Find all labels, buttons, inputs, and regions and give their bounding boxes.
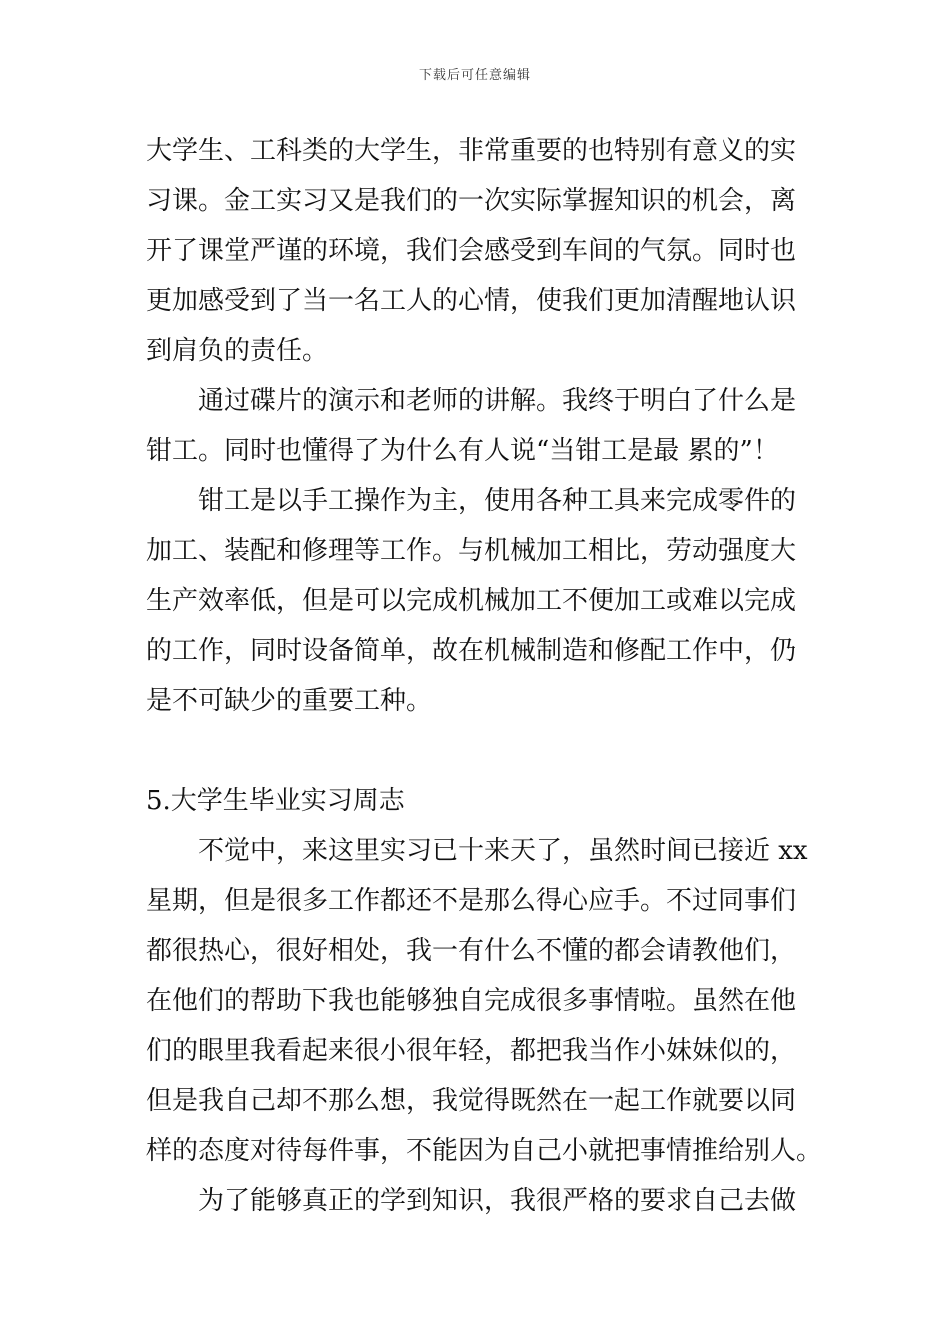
text-line: 但是我自己却不那么想，我觉得既然在一起工作就要以同 [146, 1086, 797, 1116]
text-line: 到肩负的责任。 [146, 336, 329, 366]
text-line: 习课。金工实习又是我们的一次实际掌握知识的机会，离 [146, 186, 797, 216]
text-line: 星期，但是很多工作都还不是那么得心应手。不过同事们 [146, 886, 797, 916]
text-line: 开了课堂严谨的环境，我们会感受到车间的气氛。同时也 [146, 236, 797, 266]
text-line: 们的眼里我看起来很小很年轻，都把我当作小妹妹似的， [146, 1036, 797, 1066]
paragraph-first-line: 不觉中，来这里实习已十来天了，虽然时间已接近 xx [198, 836, 808, 866]
text-line: 在他们的帮助下我也能够独自完成很多事情啦。虽然在他 [146, 986, 797, 1016]
paragraph-gap [146, 726, 806, 776]
text-line: 的工作，同时设备简单，故在机械制造和修配工作中，仍 [146, 636, 797, 666]
section-heading: 5.大学生毕业实习周志 [146, 786, 405, 816]
text-line: 生产效率低，但是可以完成机械加工不便加工或难以完成 [146, 586, 797, 616]
text-line: 样的态度对待每件事，不能因为自己小就把事情推给别人。 [146, 1136, 823, 1166]
text-line: 都很热心，很好相处，我一有什么不懂的都会请教他们， [146, 936, 797, 966]
text-line: 是不可缺少的重要工种。 [146, 686, 433, 716]
paragraph-first-line: 通过碟片的演示和老师的讲解。我终于明白了什么是 [198, 386, 797, 416]
text-line: 更加感受到了当一名工人的心情，使我们更加清醒地认识 [146, 286, 797, 316]
text-line: 大学生、工科类的大学生，非常重要的也特别有意义的实 [146, 136, 797, 166]
page-header: 下载后可任意编辑 [418, 68, 531, 83]
paragraph-first-line: 钳工是以手工操作为主，使用各种工具来完成零件的 [198, 486, 797, 516]
text-line: 钳工。同时也懂得了为什么有人说“当钳工是最 累的”！ [146, 436, 779, 466]
document-body [146, 126, 823, 1226]
paragraph-first-line: 为了能够真正的学到知识，我很严格的要求自己去做 [198, 1186, 797, 1216]
text-line: 加工、装配和修理等工作。与机械加工相比，劳动强度大 [146, 536, 797, 566]
